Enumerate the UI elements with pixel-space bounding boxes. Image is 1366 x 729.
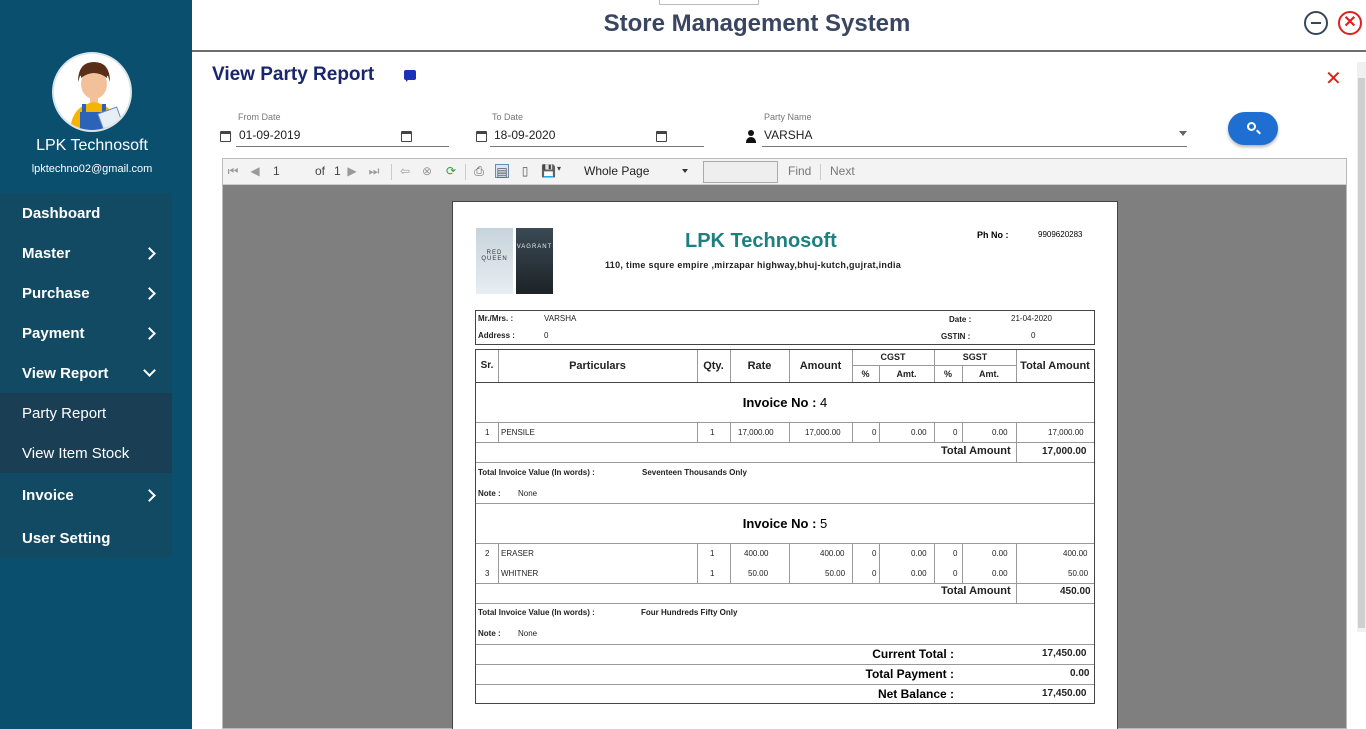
name-value: VARSHA [544, 314, 577, 323]
print-layout-icon[interactable]: ▤ [496, 165, 508, 179]
first-page-icon[interactable]: ⏮ [227, 164, 239, 178]
sidebar-subitem-label: View Item Stock [22, 444, 130, 462]
previous-page-icon[interactable]: ◀ [250, 164, 260, 178]
calendar-icon [220, 131, 231, 142]
total-payment-label: Total Payment : [865, 667, 954, 681]
net-balance-label: Net Balance : [877, 687, 954, 701]
last-page-icon[interactable]: ⏭ [368, 164, 380, 178]
from-date-label: From Date [238, 112, 281, 122]
row-cgst-amt: 0.00 [911, 428, 927, 437]
phone-value: 9909620283 [1038, 230, 1083, 239]
page-count: 1 [334, 164, 341, 178]
sidebar-item-label: Dashboard [22, 204, 101, 222]
current-total-value: 17,450.00 [1042, 648, 1087, 659]
sidebar-item-label: Payment [22, 324, 85, 342]
sidebar-item-master[interactable] [0, 233, 172, 273]
from-date-value: 01-09-2019 [239, 128, 301, 142]
sidebar-item-label: Invoice [22, 487, 74, 504]
sidebar [0, 0, 192, 729]
title-bar [192, 0, 1366, 52]
sidebar-item-invoice[interactable] [0, 473, 172, 518]
user-avatar-icon [54, 54, 132, 132]
gstin-label: GSTIN : [941, 332, 971, 341]
toolbar-divider [820, 164, 821, 180]
invoice-title: Invoice No : 4 [742, 395, 828, 410]
date-label: Date : [949, 315, 972, 324]
vertical-scrollbar[interactable] [1357, 62, 1366, 632]
export-icon[interactable]: 💾 [541, 164, 556, 178]
row-total: 17,000.00 [1048, 428, 1084, 437]
row-cgst-pct: 0 [872, 428, 877, 437]
chevron-right-icon [143, 247, 156, 260]
stop-icon[interactable]: ⊗ [421, 164, 433, 178]
row-amount: 50.00 [825, 569, 846, 578]
close-window-icon[interactable]: ✕ [1338, 11, 1362, 35]
gstin-value: 0 [1031, 331, 1036, 340]
to-date-label: To Date [492, 112, 524, 122]
row-total: 50.00 [1068, 569, 1089, 578]
invoice-no-value: 5 [820, 516, 828, 531]
zoom-value: Whole Page [584, 164, 650, 178]
col-header-particulars: Particulars [569, 360, 626, 372]
page-setup-icon[interactable]: ▯ [521, 164, 529, 178]
zoom-select[interactable] [580, 162, 692, 182]
party-name-field[interactable] [762, 112, 1188, 152]
next-page-icon[interactable]: ▶ [347, 164, 357, 178]
invoice-total-value: 17,000.00 [1042, 446, 1087, 457]
name-label: Mr./Mrs. : [478, 314, 514, 323]
address-label: Address : [478, 331, 515, 340]
close-icon[interactable]: ✕ [1325, 68, 1342, 90]
row-qty: 1 [710, 428, 715, 437]
chevron-right-icon [143, 327, 156, 340]
row-sgst-amt: 0.00 [992, 549, 1008, 558]
book-title: RED QUEEN [481, 250, 508, 262]
print-icon[interactable]: ⎙ [474, 164, 484, 178]
row-rate: 400.00 [744, 549, 769, 558]
row-cgst-amt: 0.00 [911, 569, 927, 578]
current-page-input[interactable]: 1 [273, 164, 280, 178]
row-cgst-pct: 0 [872, 549, 877, 558]
sidebar-subitem-label: Party Report [22, 404, 107, 422]
chevron-down-icon [682, 169, 688, 173]
from-date-underline [236, 146, 449, 147]
sidebar-item-label: Purchase [22, 284, 90, 302]
col-header-sgst-amt: Amt. [979, 369, 999, 379]
calendar-icon [476, 131, 487, 142]
book-cover-image [516, 228, 553, 294]
row-sgst-amt: 0.00 [992, 428, 1008, 437]
chevron-down-icon [143, 364, 156, 377]
to-date-value: 18-09-2020 [494, 128, 556, 142]
row-cgst-amt: 0.00 [911, 549, 927, 558]
row-amount: 17,000.00 [805, 428, 841, 437]
address-value: 0 [544, 331, 549, 340]
col-header-sr: Sr. [480, 360, 494, 371]
row-item: ERASER [501, 549, 534, 558]
invoice-total-label: Total Amount [941, 585, 1011, 597]
sidebar-item-label: Master [22, 244, 71, 262]
sidebar-item-label: View Report [22, 364, 109, 382]
refresh-icon[interactable]: ⟳ [445, 164, 457, 178]
next-link[interactable]: Next [830, 164, 855, 178]
invoice-no-value: 4 [820, 395, 828, 410]
words-label: Total Invoice Value (In words) : [478, 468, 595, 477]
col-header-cgst-amt: Amt. [896, 369, 917, 379]
note-label: Note : [478, 489, 501, 498]
find-link[interactable]: Find [788, 164, 812, 178]
date-value: 21-04-2020 [1011, 314, 1052, 323]
party-name-underline [762, 146, 1187, 147]
invoice-table [475, 349, 1095, 704]
of-label: of [315, 164, 326, 178]
sidebar-item-purchase[interactable] [0, 273, 172, 313]
customer-info-box [475, 310, 1095, 345]
row-qty: 1 [710, 569, 715, 578]
to-date-field[interactable] [474, 112, 706, 152]
row-sgst-pct: 0 [953, 549, 958, 558]
col-header-qty: Qty. [703, 360, 724, 372]
sidebar-item-dashboard[interactable] [0, 193, 172, 233]
back-icon[interactable]: ⇦ [399, 164, 411, 178]
words-value: Four Hundreds Fifty Only [641, 608, 738, 617]
invoice-total-value: 450.00 [1060, 586, 1091, 597]
comment-icon [404, 70, 416, 80]
row-sgst-pct: 0 [953, 569, 958, 578]
row-cgst-pct: 0 [872, 569, 877, 578]
words-label: Total Invoice Value (In words) : [478, 608, 595, 617]
report-toolbar [223, 159, 1346, 185]
col-header-cgst: CGST [880, 352, 906, 362]
find-input[interactable] [703, 161, 778, 183]
col-header-sgst-pct: % [943, 369, 952, 379]
note-value: None [518, 489, 538, 498]
company-email: lpktechno02@gmail.com [31, 163, 153, 175]
book-cover-image [476, 228, 513, 294]
report-company-address: 110, time squre empire ,mirzapar highway,bhuj-kutch,gujrat,india [605, 260, 902, 270]
row-sgst-pct: 0 [953, 428, 958, 437]
sidebar-item-payment[interactable] [0, 313, 172, 353]
report-viewer [222, 158, 1347, 729]
company-name: LPK Technosoft [36, 137, 148, 154]
toolbar-divider [391, 164, 392, 180]
sidebar-menu [0, 193, 172, 558]
current-total-label: Current Total : [872, 647, 954, 661]
col-header-rate: Rate [747, 360, 772, 372]
scrollbar-thumb[interactable] [1358, 78, 1365, 628]
person-icon [746, 130, 756, 143]
party-name-value: VARSHA [764, 128, 813, 142]
report-page [452, 201, 1118, 729]
date-picker-icon[interactable] [401, 131, 412, 142]
sidebar-item-label: User Setting [22, 529, 111, 547]
book-title: VAGRANT [516, 244, 553, 250]
invoice-no-label: Invoice No [742, 395, 809, 410]
row-sgst-amt: 0.00 [992, 569, 1008, 578]
row-total: 400.00 [1063, 549, 1088, 558]
row-sr: 2 [485, 549, 490, 558]
invoice-total-label: Total Amount [941, 445, 1011, 457]
page-title: View Party Report [212, 64, 375, 85]
words-value: Seventeen Thousands Only [642, 468, 747, 477]
net-balance-value: 17,450.00 [1042, 688, 1087, 699]
row-item: PENSILE [501, 428, 535, 437]
chevron-right-icon [143, 489, 156, 502]
party-name-label: Party Name [764, 112, 812, 122]
toolbar-divider [465, 164, 466, 180]
row-amount: 400.00 [820, 549, 845, 558]
col-header-total: Total Amount [1020, 360, 1090, 372]
invoice-no-label: Invoice No [742, 516, 809, 531]
window-title: Store Management System [603, 10, 911, 37]
date-picker-icon[interactable] [656, 131, 667, 142]
col-header-cgst-pct: % [861, 369, 870, 379]
chevron-right-icon [143, 287, 156, 300]
dropdown-arrow-icon[interactable] [1179, 131, 1187, 136]
minimize-icon[interactable] [1304, 11, 1328, 35]
total-payment-value: 0.00 [1070, 668, 1090, 679]
row-sr: 3 [485, 569, 490, 578]
note-value: None [518, 629, 538, 638]
search-button[interactable] [1228, 112, 1278, 145]
phone-label: Ph No : [977, 230, 1009, 240]
from-date-field[interactable] [218, 112, 450, 152]
title-bar-tab [659, 0, 759, 5]
avatar [52, 52, 132, 132]
to-date-underline [490, 146, 704, 147]
search-icon [1247, 122, 1256, 131]
row-rate: 50.00 [748, 569, 769, 578]
report-company-name: LPK Technosoft [685, 230, 837, 252]
invoice-title: Invoice No : 5 [742, 516, 828, 531]
sidebar-subitem-view-item-stock[interactable] [0, 433, 172, 473]
row-item: WHITNER [501, 569, 539, 578]
sidebar-item-user-setting[interactable] [0, 518, 172, 558]
sidebar-item-view-report[interactable] [0, 353, 172, 393]
row-sr: 1 [485, 428, 490, 437]
row-qty: 1 [710, 549, 715, 558]
col-header-amount: Amount [799, 360, 842, 372]
export-dropdown-icon[interactable]: ▾ [557, 164, 562, 173]
col-header-sgst: SGST [962, 352, 988, 362]
note-label: Note : [478, 629, 501, 638]
row-rate: 17,000.00 [738, 428, 774, 437]
sidebar-subitem-party-report[interactable] [0, 393, 172, 433]
